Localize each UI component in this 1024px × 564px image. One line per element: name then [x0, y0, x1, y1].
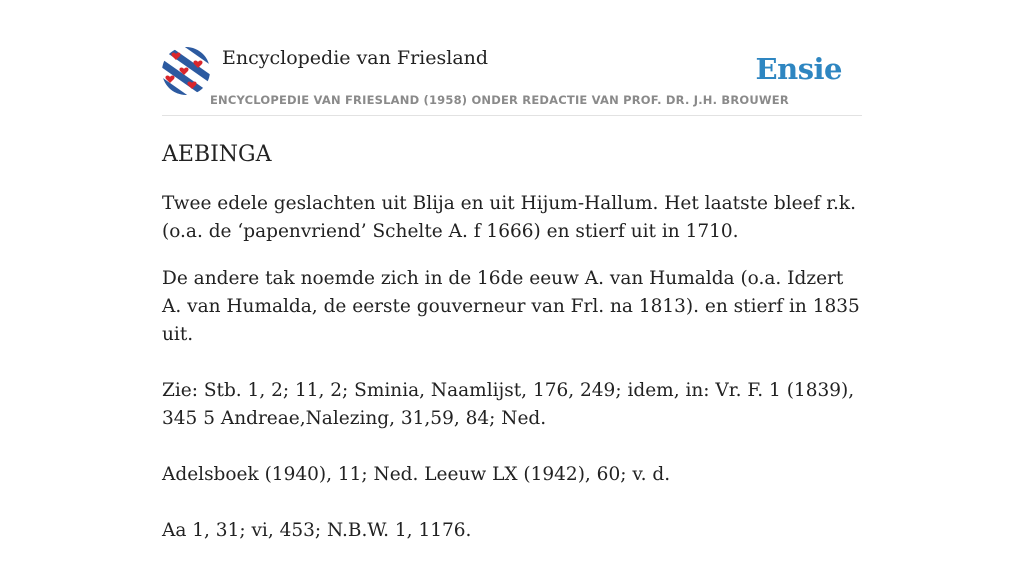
encyclopedia-subtitle: ENCYCLOPEDIE VAN FRIESLAND (1958) ONDER REDACTIE VAN PROF. DR. J.H. BROUWER	[210, 93, 789, 107]
site-header	[162, 46, 862, 116]
frisian-flag-logo-icon[interactable]	[162, 47, 210, 95]
header-divider	[162, 115, 862, 116]
article-paragraph: Zie: Stb. 1, 2; 11, 2; Sminia, Naamlijst, 176, 249; idem, in: Vr. F. 1 (1839), 345 5 Andreae,Nalezing, 31,59, 84; Ned.	[162, 380, 855, 429]
article-paragraph: Adelsboek (1940), 11; Ned. Leeuw LX (1942), 60; v. d.	[162, 464, 671, 485]
article-paragraph: Twee edele geslachten uit Blija en uit Hijum-Hallum. Het laatste bleef r.k. (o.a. de ‘papenvriend’ Schelte A. f 1666) en stierf uit in 1710.	[162, 193, 857, 242]
article-title: AEBINGA	[162, 142, 272, 167]
ensie-brand-link[interactable]: Ensie	[755, 52, 842, 86]
article-paragraph: De andere tak noemde zich in de 16de eeuw A. van Humalda (o.a. Idzert A. van Humalda, de eerste gouverneur van Frl. na 1813). en stierf in 1835 uit.	[162, 268, 860, 345]
site-title[interactable]: Encyclopedie van Friesland	[222, 47, 489, 69]
article-paragraph: Aa 1, 31; vi, 453; N.B.W. 1, 1176.	[162, 520, 472, 541]
article	[162, 140, 862, 564]
